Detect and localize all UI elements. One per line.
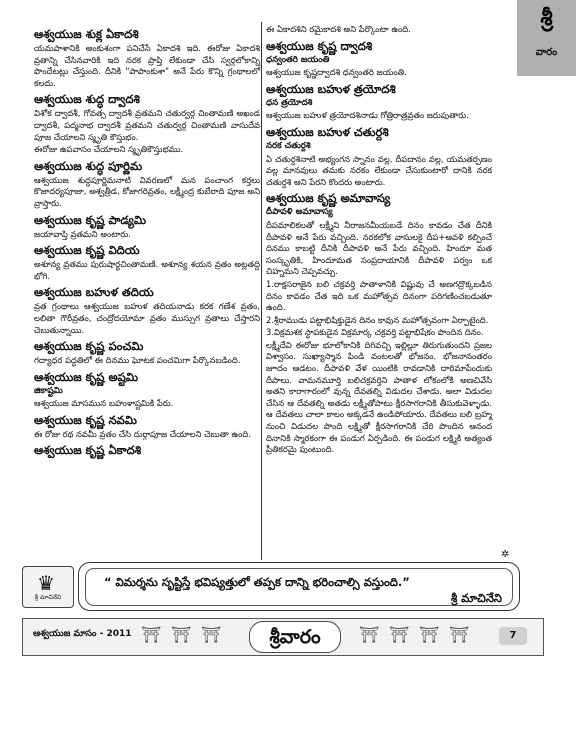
section-heading: ఆశ్వయుజ బహుళ త్రయోదశి — [266, 81, 396, 96]
quote-portrait — [22, 566, 74, 608]
paragraph: వ్రత గ్రంథాలు ఆశ్వయుజ బహుళ తదియనాడు కరక గణేశ వ్రతం, లలితా గౌరీవ్రతం, చంద్రోదయోమా వ్రతం ముస్సుగ వ్రతాలు చేస్తారని చెబుతున్నాయి. — [34, 301, 260, 335]
paragraph: గద్యాధర పద్ధతిలో ఈ దినము ఘోటక పంచమిగా పేర్కొనబడింది. — [34, 355, 241, 366]
section-heading: ఆశ్వయుజ కృష్ణ పంచమి — [34, 339, 144, 354]
paragraph: లక్ష్మీదేవి ఈరోజు భూలోకానికి దిగివచ్చి ఇల్లిల్లూ తిరుగుతుందని ప్రజల విశ్వాసం. సుఖ్యాస్మాన పిండి వంటలతో భోజనం. భోజనానంతరం జూదం ఆడటం. దీపావళి వేళ యింటికి రావడానికి దారిమాపేందుకు దీపాలు. వామనమూర్తి బలిచక్రవర్తిని పాతాళ లోకంలోకి అణచివేసి అతని కారాగారంలో వున్న దేవతల్ని విడుదల చేశాడు. అలా విడుదల చేసిన ఆ దేవతల్ని అతడు లక్ష్మీతోపాటు క్షీరసాగరానికి తీసుకువెళ్ళాడు. ఆ దేవతలు చాలా కాలం అక్కడనే ఉండిపోయారు. దేవతలు బలి బ్రహ్మ నుంచి విడుదల పొంది లక్ష్మితో క్షీరసాగరానికి చేరి పొందిన ఆనంద దినానికి స్మారకంగా ఈ పండుగ ఏర్పడింది. ఈ పండుగ లక్ష్మికి అత్యంత ప్రీతికరమై పుంటుంది. — [266, 339, 492, 455]
paragraph: యమపాశానికి అంకుశంగా పనిచేసే ఏకాదశి ఇది. ఈరోజు ఏకాదశి వ్రతాన్ని చేసినవారికి ఇది నరక ప్రాప్తి లేకుండా చేసి స్వర్గలోకాన్ని పొందేటట్లు చేస్తుంది. దీనికి "పాపాంకుశా" అనే పేరు కొన్ని గ్రంథాలలో కలదు. — [34, 43, 260, 88]
section-subheading: జికాష్టమి — [34, 385, 63, 396]
section-subheading: ధన త్రయోదశి — [266, 97, 313, 108]
paragraph: జయావాప్తి వ్రతమని అంటారు. — [34, 228, 131, 239]
temple-icon: ⛩ — [171, 625, 192, 644]
quote-box — [78, 562, 520, 611]
quote-author: శ్రీ మాచినేని — [450, 591, 502, 605]
footer-month: ఆశ్వయుజ మాసం - 2011 — [33, 629, 132, 639]
temple-icon: ⛩ — [201, 625, 222, 644]
section-heading: ఆశ్వయుజ శుద్ధ పూర్ణిమ — [34, 158, 143, 173]
section-heading: ఆశ్వయుజ కృష్ణ నవమి — [34, 412, 137, 427]
temple-icon: ⛩ — [141, 625, 162, 644]
paragraph: ఈ రోజు రథ నవమీ వ్రతం చేసి దుర్గాపూజ చేయాలని చెబుతా ఉంది. — [34, 428, 251, 439]
section-heading: ఆశ్వయుజ బహుళ చతుర్దశి — [266, 124, 389, 139]
paragraph: దీపమాలికలతో లక్ష్మీని నీరాజనమీయబడే దినం కావడం చేత దీనికి దీపావళి అనే పేరు వచ్చింది. నరకలోక వాసులకై దీప+ఆవళి కల్పించే దినము కాబట్టి దీనికి దీపావళి అనే పేరు వచ్చింది. హిందూ మత సంస్కృతికి, హిందూమత సంప్రదాయానికి దీపావళి పర్వం ఒక చిహ్నమని చెప్పవచ్చు. — [266, 219, 492, 277]
right-column — [266, 24, 492, 457]
side-tab — [517, 0, 576, 76]
section-heading: ఆశ్వయుజ కృష్ణ అమావాస్య — [266, 191, 391, 206]
section-heading: ఆశ్వయుజ శుక్ల ఏకాదశి — [34, 27, 139, 41]
left-column — [34, 24, 260, 459]
paragraph: 1.రాక్షసరాజైన బలి చక్రవర్తి పాతాళానికి విష్ణువు చే అణగద్రొక్కబడిన దినం కావడం చేత ఇది ఒక మహోత్సవ దినంగా పరిగణించబడుతూ ఉంది. — [266, 278, 492, 313]
paragraph: ఈ ఏకాదశిని రమైకాదశి అని పేర్కొంటా ఉంది. — [266, 24, 411, 34]
temple-icon: ⛩ — [449, 625, 470, 644]
section-heading: ఆశ్వయుజ కృష్ణ ద్వాదశి — [266, 38, 373, 53]
footer-logo: శ్రీవారం — [249, 621, 341, 653]
paragraph: విశోక ద్వాదశీ, గోవత్స ద్వాదశీ వ్రతమని చతుర్వర్గ చింతామణి అఖండ ద్వాదశీ, పద్మనాభ ద్వాదశీ వ్రతమని చతుర్వర్గ చింతామణి వాసుదేవ పూజ చేయాలని స్మృతి కౌస్తుభం. — [34, 108, 260, 142]
side-tab-logo: శ్రీ — [540, 6, 553, 31]
paragraph: ఈరోజు ఉపవాసం చేయాలని స్మృతికౌస్తుభము. — [34, 144, 184, 155]
quote-portrait-caption: శ్రీ మాచినేని — [34, 594, 62, 601]
section-subheading: ధన్వంతరి జయంతి — [266, 54, 330, 65]
paragraph: ఆశ్వయుజ మాసమున బహుళాష్టమికి పేరు. — [34, 398, 174, 409]
section-heading: ఆశ్వయుజ కృష్ణ విదియ — [34, 243, 140, 258]
paragraph: ఏ చతుర్దశినాటి అభ్యంగన స్నానం వల్ల, దీపదానం వల్ల, యమతర్పణం వల్ల మానవులు తమకు నరకం లేకుండా చేసుకుంటారో దానికి నరక చతుర్దశి అని పేరని కొందరు అంటారు. — [266, 153, 492, 187]
footer-bar — [22, 618, 544, 656]
column-divider — [261, 22, 262, 560]
section-subheading: దీపావళి అమావాస్య — [266, 207, 333, 218]
deity-icon: ♛ — [37, 571, 55, 595]
paragraph: అశూన్య వ్రతము పురుషార్థచింతామణి. అశూన్య శయన వ్రతం అట్లతద్ది భోగి. — [34, 259, 260, 281]
temple-icon: ⛩ — [419, 625, 440, 644]
section-heading: ఆశ్వయుజ శుద్ధ ద్వాదశి — [34, 92, 140, 107]
section-heading: ఆశ్వయుజ బహుళ తదియ — [34, 285, 154, 300]
paragraph: ఆశ్వయుజ శుద్ధపూర్ణిమనాటి వివరణలో మన పంచాంగ కర్తలు కొజాదర్యపూజా, అశ్వత్రీడ, కోజాగరివ్రతం, లక్ష్మీంద్ర కుబేరాది పూజ అని వ్రాస్తారు. — [34, 174, 260, 208]
temple-icon: ⛩ — [389, 625, 410, 644]
sparkle-icon: ✲ — [501, 549, 510, 560]
section-heading: ఆశ్వయుజ కృష్ణ ఏకాదశి — [34, 443, 142, 458]
page-number: 7 — [499, 627, 527, 645]
section-heading: ఆశ్వయుజ కృష్ణ అష్టమి — [34, 369, 139, 384]
paragraph: 2.శ్రీరాముడు పట్టాభిషిక్తుడైన దినం కావున మహోత్సవంగా ఏర్పాటైంది. — [266, 314, 489, 325]
paragraph: ఆశ్వయుజ బహుళ త్రయోదశినాడు గోత్రిరాత్రవ్రతం జరుపుతారు. — [266, 110, 469, 121]
temple-icon: ⛩ — [359, 625, 380, 644]
quote-inner-frame — [85, 568, 513, 606]
paragraph: ఆశ్వయుజ కృష్ణద్వాదశి ధన్వంతరి జయంతి. — [266, 67, 407, 78]
section-heading: ఆశ్వయుజ కృష్ణ పాడ్యమి — [34, 212, 147, 227]
side-tab-subtitle: వారం — [535, 47, 558, 58]
quote-text: “ విమర్శను సృష్టిస్తే భవిష్యత్తులో తప్పక దాన్ని భరించాల్సి వస్తుంది.” — [104, 575, 410, 589]
section-subheading: నరక చతుర్దశి — [266, 140, 311, 151]
paragraph: 3.విక్రమశక స్థాపకుడైన విక్రమార్క చక్రవర్తి పట్టాభిషేకం పొందిన దినం. — [266, 327, 484, 338]
